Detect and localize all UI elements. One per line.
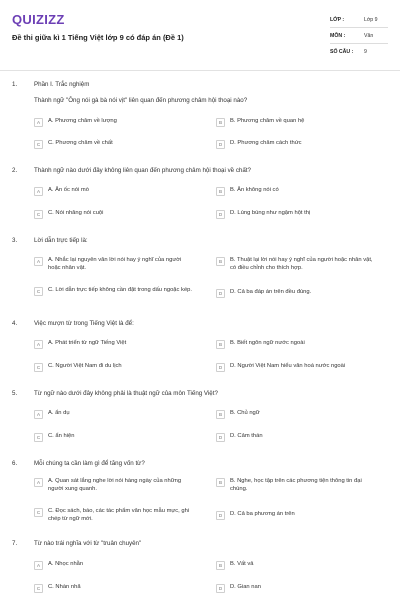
option-letter-badge: D xyxy=(216,289,225,298)
question-number: 4. xyxy=(12,320,18,327)
option-a[interactable] xyxy=(34,561,194,570)
meta-row-class xyxy=(330,12,388,28)
question-number: 1. xyxy=(12,81,18,88)
option-c[interactable] xyxy=(34,433,194,442)
option-text: B. Chủ ngữ xyxy=(230,410,260,416)
option-letter-badge: B xyxy=(216,410,225,419)
option-text: A. Phương châm về lượng xyxy=(48,118,117,124)
option-letter-badge: C xyxy=(34,287,43,296)
question-text: Lời dẫn trực tiếp là: xyxy=(34,237,88,244)
option-text: A. Quan sát lắng nghe lời nói hàng ngày của những người xung quanh. xyxy=(48,478,182,492)
meta-key: SỐ CÂU : xyxy=(330,48,354,55)
meta-row-count xyxy=(330,44,388,59)
option-d[interactable] xyxy=(216,289,376,298)
option-text: B. Phương châm về quan hệ xyxy=(230,118,305,124)
option-letter-badge: A xyxy=(34,118,43,127)
option-letter-badge: D xyxy=(216,584,225,593)
option-text: D. Cả ba đáp án trên đều đúng. xyxy=(230,289,312,295)
option-text: A. Phát triển từ ngữ Tiếng Việt xyxy=(48,340,127,346)
page-title: Đề thi giữa kì 1 Tiếng Việt lớp 9 có đáp án (Đề 1) xyxy=(12,33,184,42)
option-text: A. Ăn ốc nói mò xyxy=(48,187,89,193)
option-a[interactable] xyxy=(34,257,194,272)
option-text: B. Ăn không nói có xyxy=(230,187,279,193)
option-text: B. Vất vả xyxy=(230,561,254,567)
option-text: C. Lời dẫn trực tiếp không cần đặt trong dấu ngoặc kép. xyxy=(48,287,192,293)
quizizz-logo: QUIZIZZ xyxy=(12,12,65,27)
option-a[interactable] xyxy=(34,478,194,493)
option-text: A. ẩn dụ xyxy=(48,410,70,416)
option-letter-badge: A xyxy=(34,187,43,196)
meta-value: Lớp 9 xyxy=(364,16,378,23)
option-text: C. Phương châm về chất xyxy=(48,140,113,146)
option-c[interactable] xyxy=(34,140,194,149)
option-text: C. Người Việt Nam đi du lịch xyxy=(48,363,122,369)
question-text: Thành ngữ "Ông nói gà bà nói vịt" liên quan đến phương châm hội thoại nào? xyxy=(34,97,248,104)
option-text: B. Biết ngôn ngữ nước ngoài xyxy=(230,340,305,346)
option-letter-badge: C xyxy=(34,508,43,517)
header-divider xyxy=(0,70,400,71)
option-text: C. Đọc sách, báo, các tác phẩm văn học mẫu mực, ghi chép từ ngữ mới. xyxy=(48,508,190,522)
option-d[interactable] xyxy=(216,511,376,520)
option-b[interactable] xyxy=(216,410,376,419)
option-d[interactable] xyxy=(216,433,376,442)
option-letter-badge: D xyxy=(216,363,225,372)
option-text: C. Nhàn nhã xyxy=(48,584,81,590)
meta-row-subject xyxy=(330,28,388,44)
option-letter-badge: A xyxy=(34,478,43,487)
option-text: D. Cả ba phương án trên xyxy=(230,511,295,517)
option-letter-badge: A xyxy=(34,257,43,266)
question-text: Từ ngữ nào dưới đây không phải là thuật ngữ của môn Tiếng Việt? xyxy=(34,390,218,397)
option-letter-badge: C xyxy=(34,140,43,149)
option-b[interactable] xyxy=(216,340,376,349)
option-letter-badge: C xyxy=(34,210,43,219)
option-letter-badge: A xyxy=(34,561,43,570)
option-text: D. Cảm thán xyxy=(230,433,263,439)
option-a[interactable] xyxy=(34,340,194,349)
option-letter-badge: D xyxy=(216,210,225,219)
option-c[interactable] xyxy=(34,287,194,296)
option-letter-badge: B xyxy=(216,257,225,266)
option-d[interactable] xyxy=(216,584,376,593)
option-letter-badge: B xyxy=(216,118,225,127)
option-letter-badge: D xyxy=(216,140,225,149)
question-text: Việc mượn từ trong Tiếng Việt là để: xyxy=(34,320,134,327)
meta-key: MÔN : xyxy=(330,32,346,39)
option-c[interactable] xyxy=(34,363,194,372)
option-b[interactable] xyxy=(216,187,376,196)
question-number: 5. xyxy=(12,390,18,397)
option-letter-badge: D xyxy=(216,433,225,442)
option-letter-badge: B xyxy=(216,478,225,487)
option-text: A. Nhọc nhằn xyxy=(48,561,84,567)
option-text: A. Nhắc lại nguyên văn lời nói hay ý nghĩ của người hoặc nhân vật. xyxy=(48,257,182,271)
option-letter-badge: B xyxy=(216,187,225,196)
question-text: Thành ngữ nào dưới đây không liên quan đến phương châm hội thoại về chất? xyxy=(34,167,251,174)
option-letter-badge: C xyxy=(34,584,43,593)
option-text: D. Phương châm cách thức xyxy=(230,140,302,146)
section-heading: Phần I. Trắc nghiệm xyxy=(34,81,90,88)
question-text: Mỗi chúng ta cần làm gì để tăng vốn từ? xyxy=(34,460,145,467)
option-text: D. Người Việt Nam hiểu văn hoá nước ngoài xyxy=(230,363,346,369)
option-b[interactable] xyxy=(216,561,376,570)
option-text: D. Lúng búng như ngậm hột thị xyxy=(230,210,311,216)
option-c[interactable] xyxy=(34,508,194,523)
option-letter-badge: A xyxy=(34,410,43,419)
option-a[interactable] xyxy=(34,118,194,127)
option-a[interactable] xyxy=(34,410,194,419)
option-b[interactable] xyxy=(216,257,376,272)
option-d[interactable] xyxy=(216,210,376,219)
option-b[interactable] xyxy=(216,118,376,127)
meta-value: Văn xyxy=(364,32,374,39)
meta-key: LỚP : xyxy=(330,16,345,23)
option-letter-badge: D xyxy=(216,511,225,520)
option-letter-badge: B xyxy=(216,561,225,570)
option-text: B. Nghe, học tập trên các phương tiện thông tin đại chúng. xyxy=(230,478,362,492)
option-text: C. Nói nhăng nói cuội xyxy=(48,210,104,216)
question-number: 2. xyxy=(12,167,18,174)
question-number: 3. xyxy=(12,237,18,244)
option-text: D. Gian nan xyxy=(230,584,261,590)
option-c[interactable] xyxy=(34,584,194,593)
question-text: Từ nào trái nghĩa với từ "truân chuyên" xyxy=(34,540,142,547)
meta-value: 9 xyxy=(364,48,367,55)
option-d[interactable] xyxy=(216,363,391,372)
option-a[interactable] xyxy=(34,187,194,196)
option-letter-badge: A xyxy=(34,340,43,349)
question-number: 6. xyxy=(12,460,18,467)
worksheet-header xyxy=(0,0,400,72)
option-letter-badge: C xyxy=(34,363,43,372)
option-b[interactable] xyxy=(216,478,376,493)
meta-table xyxy=(330,12,388,59)
option-letter-badge: C xyxy=(34,433,43,442)
option-d[interactable] xyxy=(216,140,376,149)
option-letter-badge: B xyxy=(216,340,225,349)
option-text: C. ẩn hiện xyxy=(48,433,75,439)
option-text: B. Thuật lại lời nói hay ý nghĩ của người hoặc nhân vật, có điều chỉnh cho thích hợp. xyxy=(230,257,373,271)
question-number: 7. xyxy=(12,540,18,547)
option-c[interactable] xyxy=(34,210,194,219)
